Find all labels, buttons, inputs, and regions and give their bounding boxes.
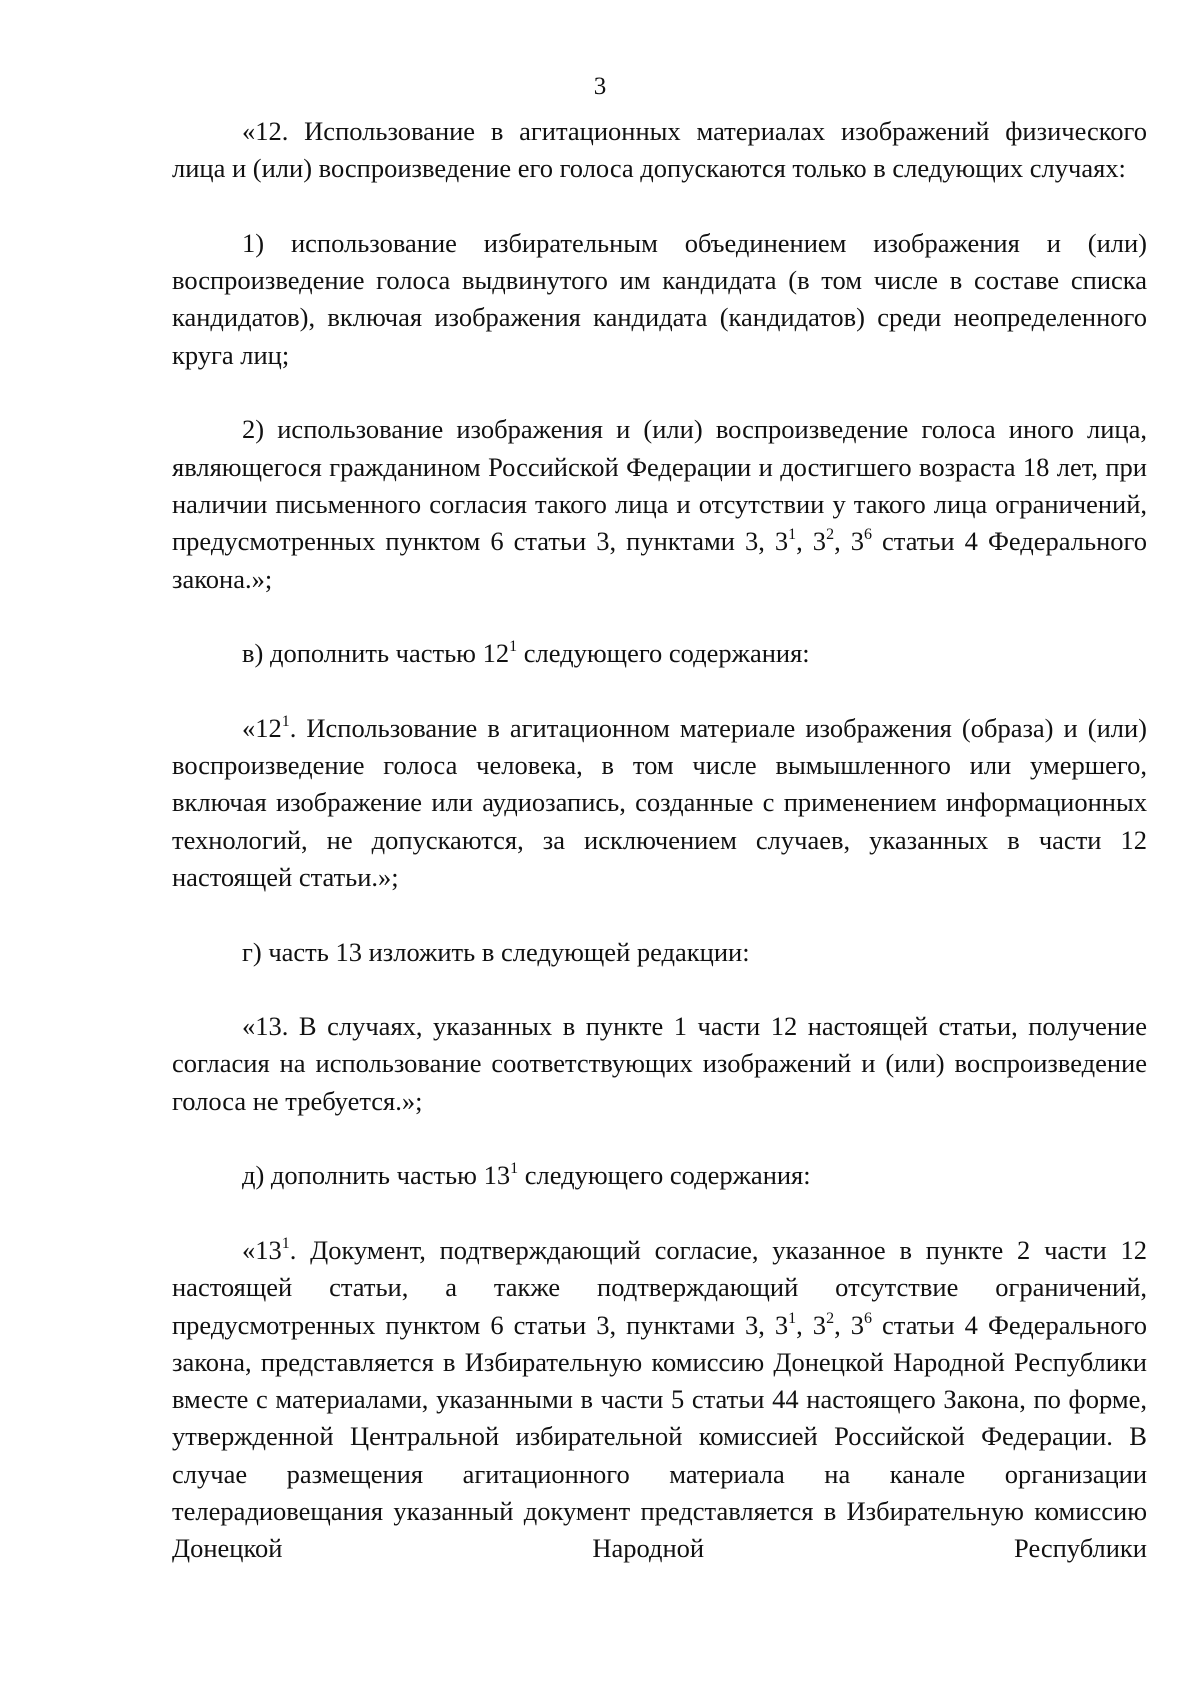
amendment-g: г) часть 13 изложить в следующей редакции:	[242, 936, 750, 967]
page-number: 3	[593, 73, 607, 100]
paragraph-12: «12. Использование в агитационных материалах изображений физического лица и (или) воспроизведение его голоса допускаются только в следующих случаях:	[172, 116, 1147, 184]
paragraph-12-1: «$12^1$. Использование в агитационном материале изображения (образа) и (или) воспроизведение голоса человека, в том числе вымышленного или умершего, включая изображение или аудиозапись, созданные с применением информационных технологий, не допускаются, за исключением случаев, указанных в части 12 настоящей статьи.»;	[172, 712, 1147, 892]
paragraph-13-1: «$13^1$. Документ, подтверждающий согласие, указанное в пункте 2 части 12 настоящей статьи, а также подтверждающий отсутствие ограничений, предусмотренных пунктом 6 статьи 3, пунктами 3, $3^1$, $3^2$, $3^6$ статьи 4 Федерального закона, представляется в Избирательную комиссию Донецкой Народной Республики вместе с материалами, указанными в части 5 статьи 44 настоящего Закона, по форме, утвержденной Центральной избирательной комиссией Российской Федерации. В случае размещения агитационного материала на канале организации телерадиовещания указанный документ представляется в Избирательную комиссию Донецкой Народной Республики	[172, 1234, 1147, 1564]
paragraph-13: «13. В случаях, указанных в пункте 1 части 12 настоящей статьи, получение согласия на использование соответствующих изображений и (или) воспроизведение голоса не требуется.»;	[172, 1011, 1147, 1116]
amendment-v: в) дополнить частью $12^1$ следующего содержания:	[242, 638, 810, 669]
paragraph-12-item-1: 1) использование избирательным объединением изображения и (или) воспроизведение голоса выдвинутого им кандидата (в том числе в составе списка кандидатов), включая изображения кандидата (кандидатов) среди неопределенного круга лиц;	[172, 227, 1147, 370]
paragraph-12-item-2: 2) использование изображения и (или) воспроизведение голоса иного лица, являющегося гражданином Российской Федерации и достигшего возраста 18 лет, при наличии письменного согласия такого лица и отсутствии у такого лица ограничений, предусмотренных пунктом 6 статьи 3, пунктами 3, $3^1$, $3^2$, $3^6$ статьи 4 Федерального закона.»;	[172, 414, 1147, 594]
document-body	[172, 113, 1147, 1568]
amendment-d: д) дополнить частью $13^1$ следующего содержания:	[242, 1160, 811, 1191]
